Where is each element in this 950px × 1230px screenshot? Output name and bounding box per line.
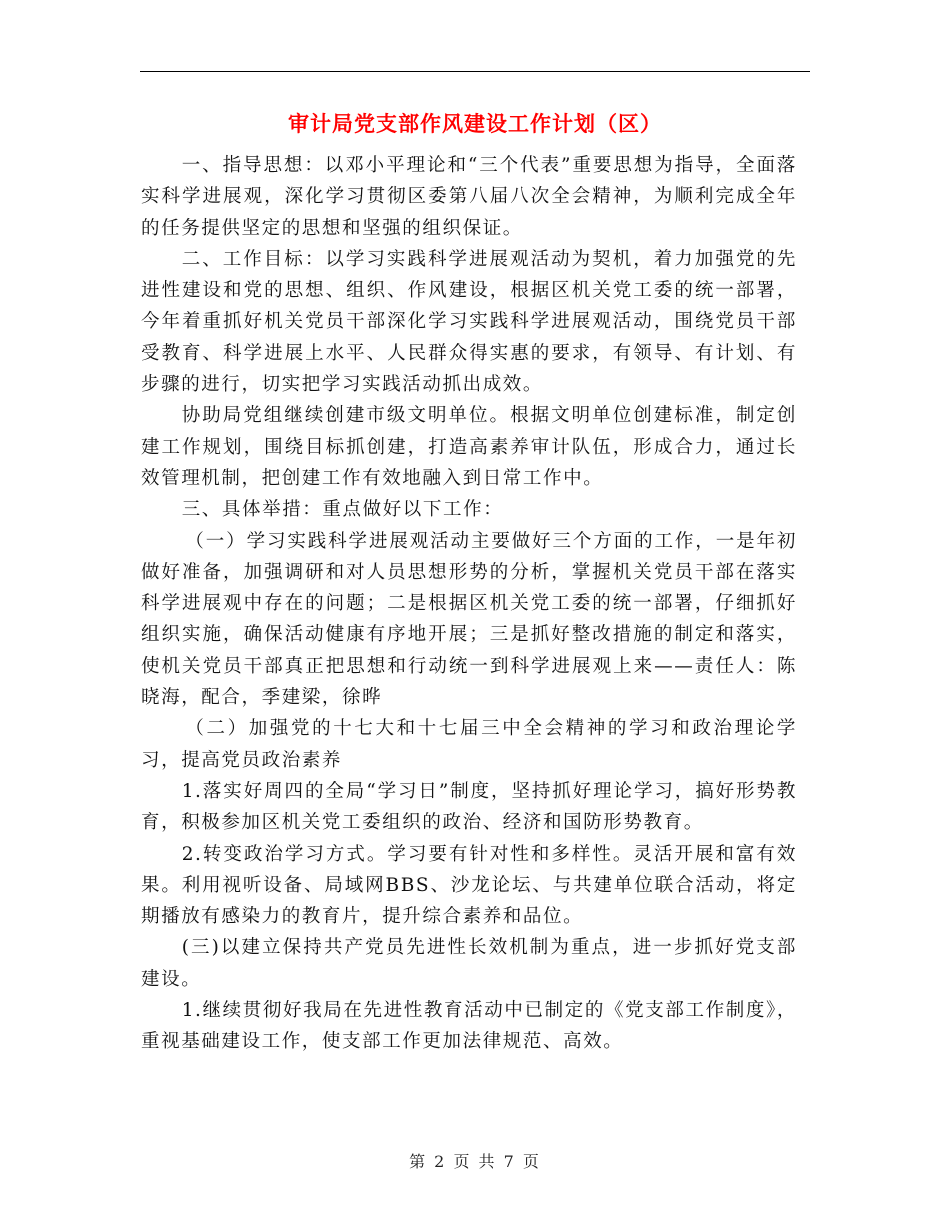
document-title: 审计局党支部作风建设工作计划（区） [288,112,662,136]
paragraph-item-3-1: 1.继续贯彻好我局在先进性教育活动中已制定的《党支部工作制度》，重视基础建设工作，使支部工作更加法律规范、高效。 [141,1000,797,1053]
paragraph-specific-measures: 三、具体举措：重点做好以下工作： [181,499,504,521]
paragraph-guiding-ideology: 一、指导思想：以邓小平理论和“三个代表”重要思想为指导，全面落实科学进展观，深化学习贯彻区委第八届八次全会精神，为顺利完成全年的任务提供坚定的思想和坚强的组织保证。 [141,155,797,239]
page-number-footer: 第 2 页 共 7 页 [409,1152,541,1171]
paragraph-measure-1: （一）学习实践科学进展观活动主要做好三个方面的工作，一是年初做好准备，加强调研和对人员思想形势的分析，掌握机关党员干部在落实科学进展观中存在的问题；二是根据区机关党工委的统一部署，仔细抓好组织实施，确保活动健康有序地开展；三是抓好整改措施的制定和落实，使机关党员干部真正把思想和行动统一到科学进展观上来——责任人：陈晓海，配合，季建梁，徐晔 [141,530,797,709]
paragraph-item-2-1: 1.落实好周四的全局“学习日”制度，坚持抓好理论学习，搞好形势教育，积极参加区机关党工委组织的政治、经济和国防形势教育。 [141,780,797,834]
paragraph-civilized-unit: 协助局党组继续创建市级文明单位。根据文明单位创建标准，制定创建工作规划，围绕目标抓创建，打造高素养审计队伍，形成合力，通过长效管理机制，把创建工作有效地融入到日常工作中。 [141,405,797,489]
paragraph-work-goals: 二、工作目标：以学习实践科学进展观活动为契机，着力加强党的先进性建设和党的思想、组织、作风建设，根据区机关党工委的统一部署，今年着重抓好机关党员干部深化学习实践科学进展观活动，围绕党员干部受教育、科学进展上水平、人民群众得实惠的要求，有领导、有计划、有步骤的进行，切实把学习实践活动抓出成效。 [141,248,797,396]
paragraph-item-2-2: 2.转变政治学习方式。学习要有针对性和多样性。灵活开展和富有效果。利用视听设备、局域网BBS、沙龙论坛、与共建单位联合活动，将定期播放有感染力的教育片，提升综合素养和品位。 [141,843,797,928]
document-body [141,150,797,1058]
paragraph-measure-3: (三)以建立保持共产党员先进性长效机制为重点，进一步抓好党支部建设。 [141,937,797,990]
header-rule [140,71,810,72]
paragraph-measure-2: （二）加强党的十七大和十七届三中全会精神的学习和政治理论学习，提高党员政治素养 [141,718,797,771]
